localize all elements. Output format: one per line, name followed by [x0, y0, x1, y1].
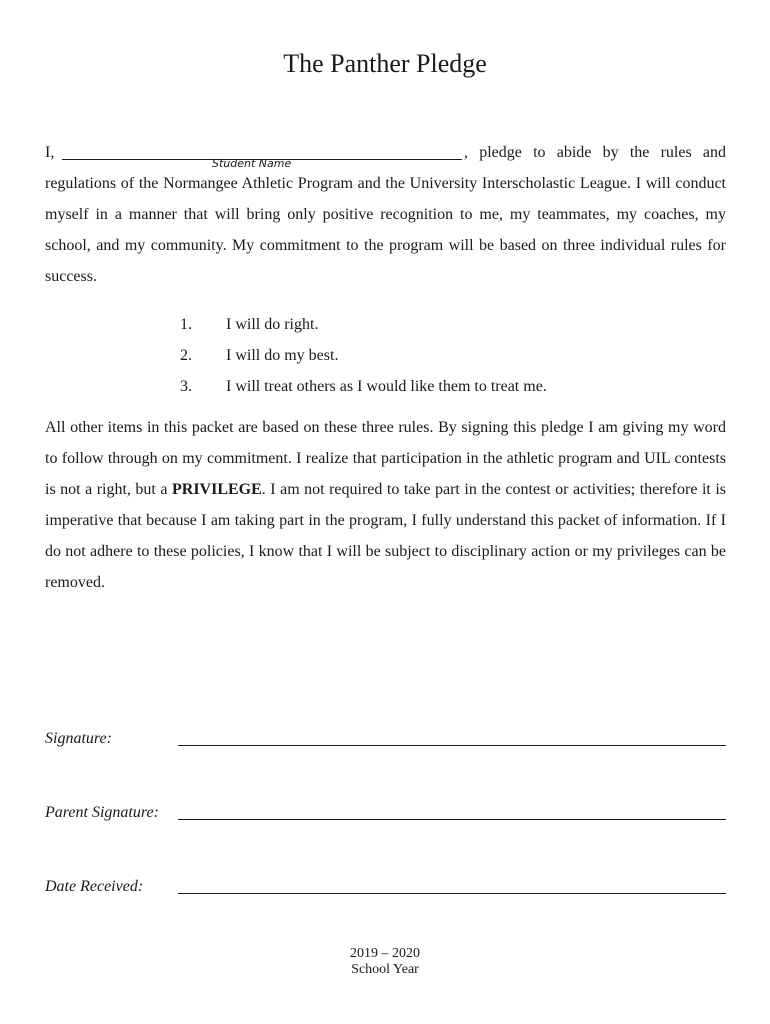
school-year: 2019 – 2020	[350, 946, 420, 961]
rule-item	[180, 340, 547, 371]
signature-line[interactable]	[178, 745, 726, 746]
paragraph-2-text-before: All other items in this packet are based on these three rules. By signing this pledge I am giving my word to follow through on my commitment. I realize that participation in the athletic program and UIL contests is not a right, but a	[45, 419, 726, 498]
parent-signature-label: Parent Signature:	[45, 804, 159, 821]
pledge-opening-line	[45, 141, 726, 170]
rule-item	[180, 371, 547, 402]
pledge-suffix: , pledge to abide by the rules and	[464, 144, 726, 161]
rule-number: 1.	[180, 316, 192, 333]
date-received-label: Date Received:	[45, 878, 144, 895]
page-title: The Panther Pledge	[283, 49, 487, 78]
school-year-label: School Year	[351, 962, 419, 977]
rule-number: 2.	[180, 347, 192, 364]
rules-list	[180, 309, 547, 402]
parent-signature-row	[45, 801, 726, 825]
rule-text: I will do right.	[226, 316, 319, 333]
signature-label: Signature:	[45, 730, 112, 747]
rule-text: I will treat others as I would like them to treat me.	[226, 378, 547, 395]
parent-signature-line[interactable]	[178, 819, 726, 820]
pledge-prefix: I,	[45, 144, 55, 161]
privilege-emphasis: PRIVILEGE	[171, 481, 262, 498]
pledge-paragraph-2	[45, 412, 726, 598]
rule-number: 3.	[180, 378, 192, 395]
paragraph-2-text-after: . I am not required to take part in the contest or activities; therefore it is imperative that because I am taking part in the program, I fully understand this packet of information. If I do not adhere to these policies, I know that I will be subject to disciplinary action or my privileges can be removed.	[45, 481, 727, 591]
signature-row	[45, 727, 726, 751]
date-received-row	[45, 875, 726, 899]
rule-text: I will do my best.	[226, 347, 339, 364]
student-name-caption: Student Name	[212, 157, 292, 170]
pledge-paragraph-1: regulations of the Normangee Athletic Program and the University Interscholastic League. I will conduct myself in a manner that will bring only positive recognition to me, my teammates, my coaches, my school, and my community. My commitment to the program will be based on three individual rules for success.	[45, 175, 726, 285]
rule-item	[180, 309, 547, 340]
date-received-line[interactable]	[178, 893, 726, 894]
